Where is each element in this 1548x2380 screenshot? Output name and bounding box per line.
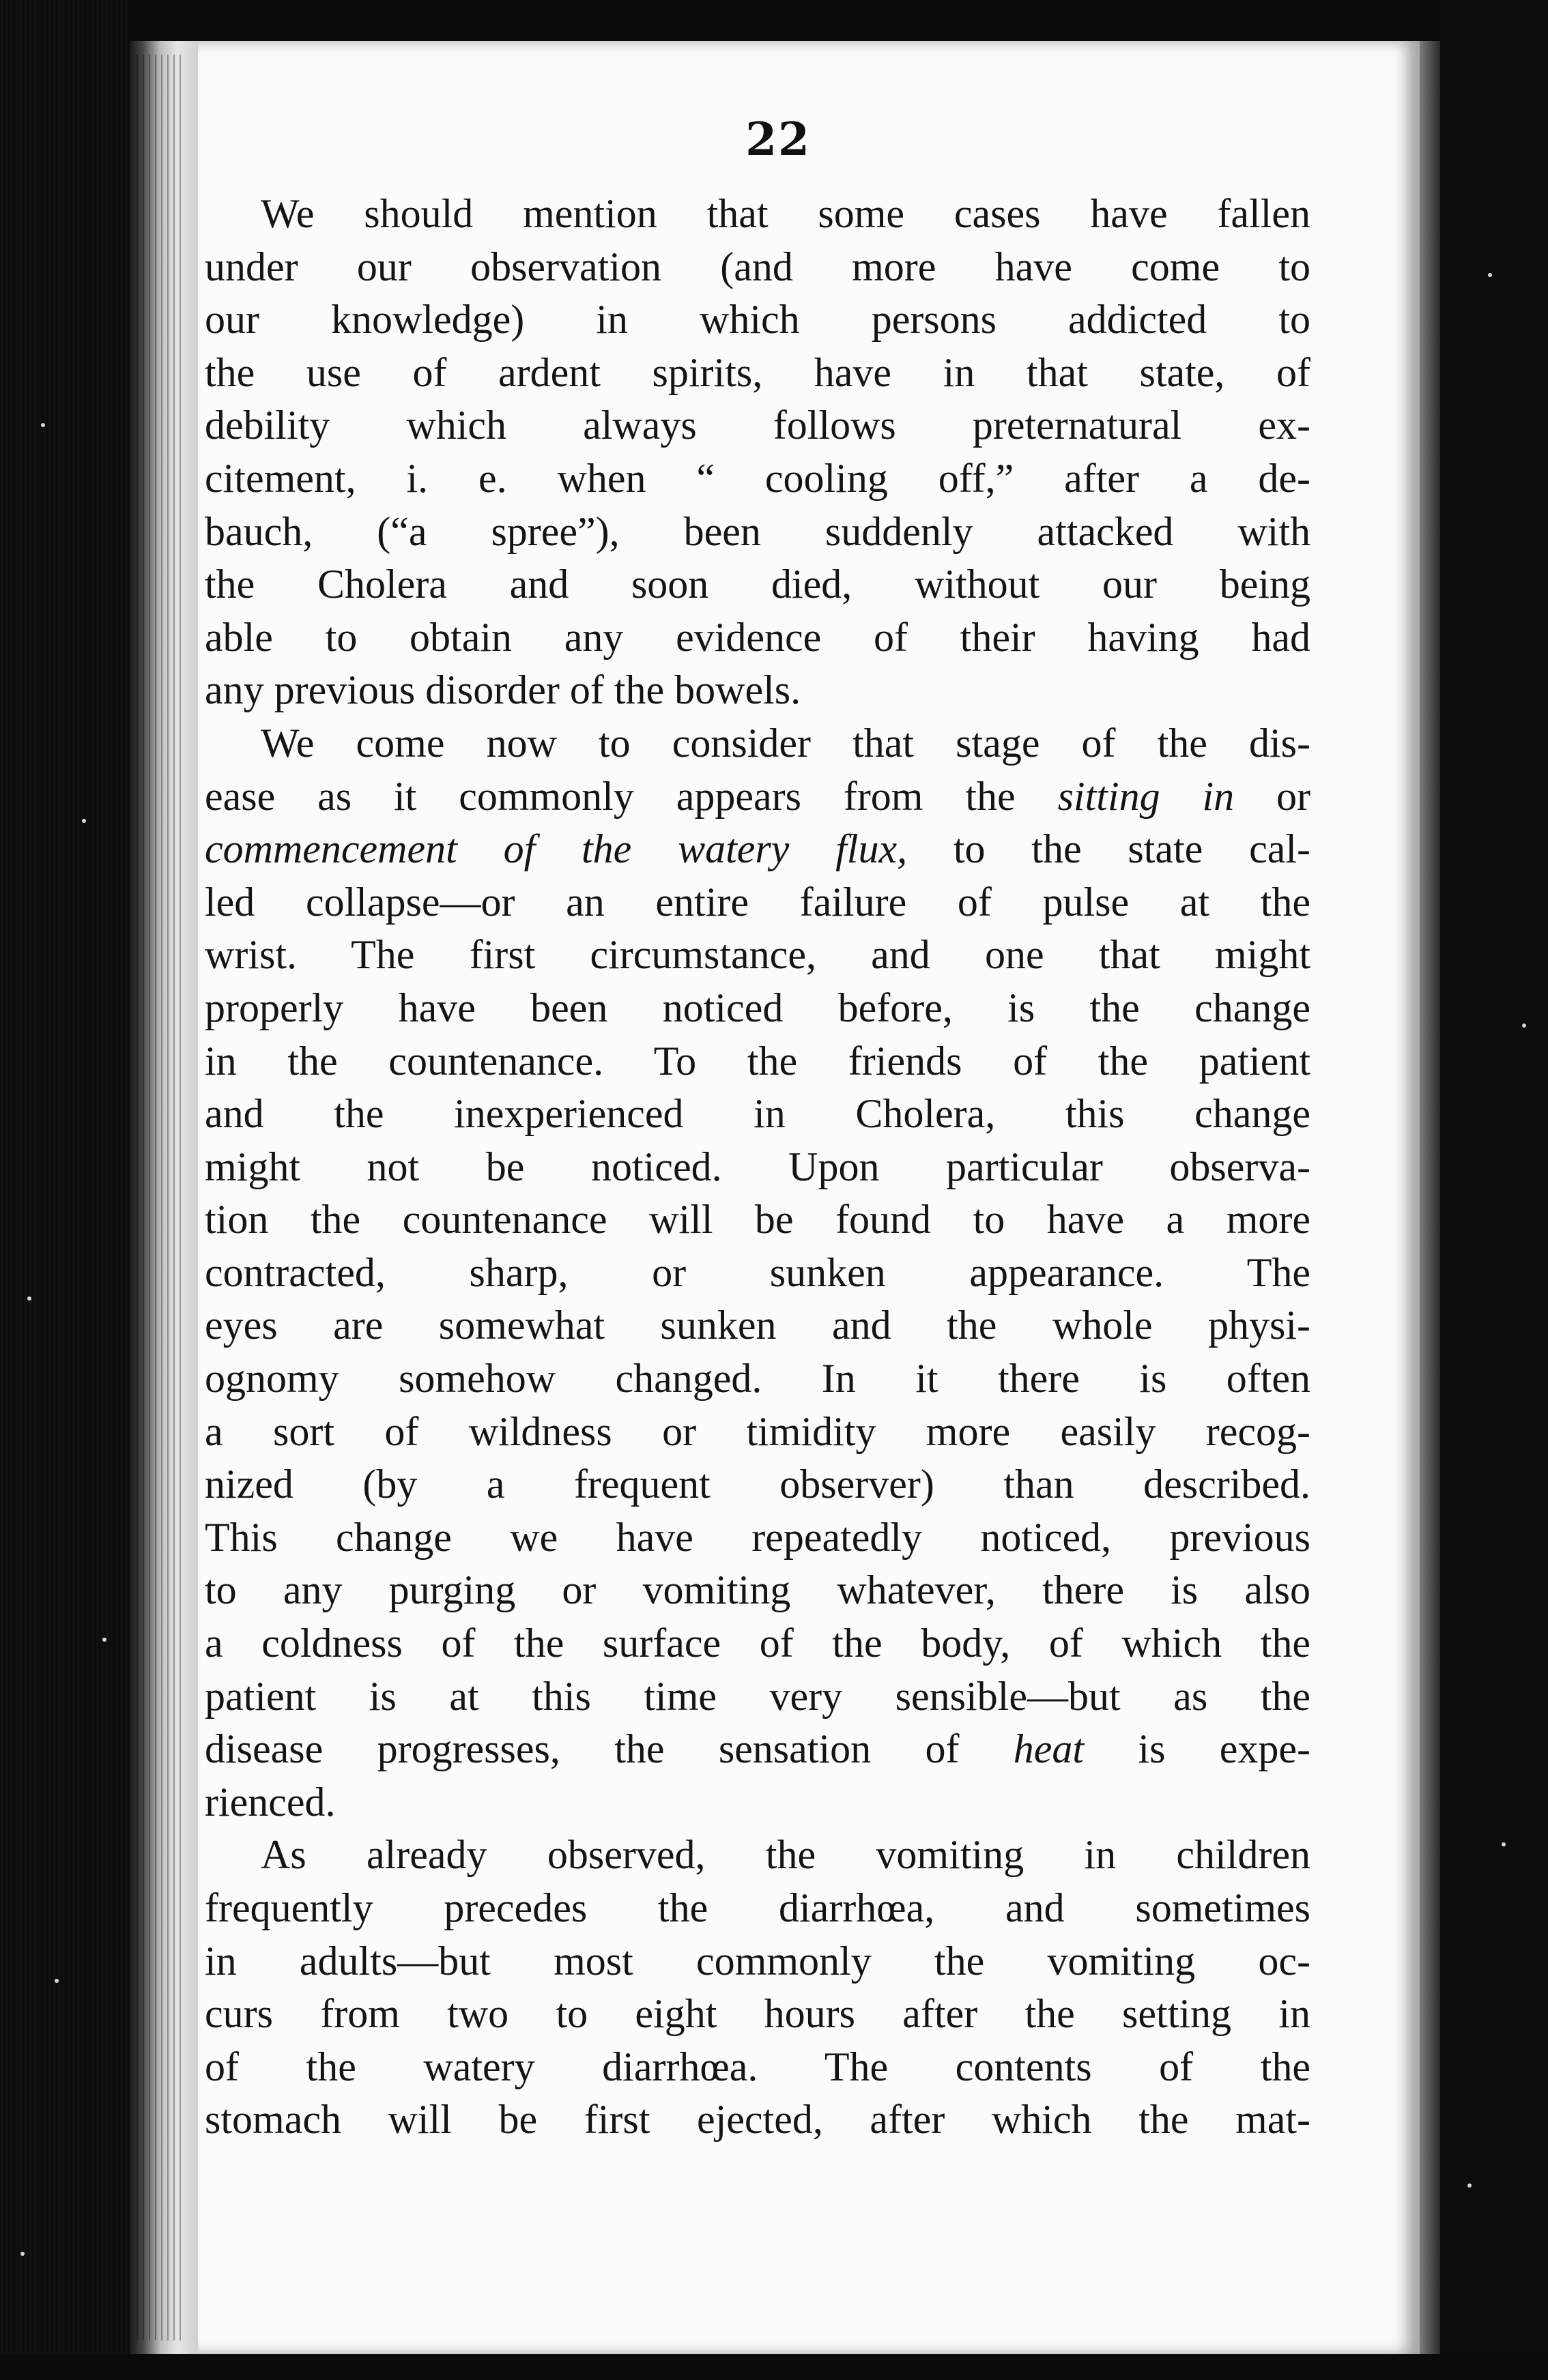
text-line: any previous disorder of the bowels. (205, 667, 801, 713)
text-line: under our observation (and more have come to (205, 244, 1310, 289)
text-line: of the watery diarrhœa. The contents of the (205, 2044, 1310, 2089)
body-text (205, 188, 1310, 2147)
paragraph (205, 717, 1310, 1829)
text-line: bauch, (“a spree”), been suddenly attacked with (205, 508, 1310, 554)
scan-dust (41, 423, 45, 427)
scan-right-border (1440, 0, 1548, 2380)
page-edge-shadow (1420, 41, 1440, 2354)
text-line: stomach will be first ejected, after which the mat- (205, 2097, 1310, 2143)
scan-dust (1488, 273, 1492, 277)
text-line: the Cholera and soon died, without our being (205, 562, 1310, 607)
text-line: rienced. (205, 1779, 336, 1825)
italic-text: commencement of the watery flux, (205, 826, 908, 872)
scan-left-border (0, 0, 130, 2380)
text-line: a sort of wildness or timidity more easily recog- (205, 1408, 1310, 1454)
text-line: We should mention that some cases have fallen (261, 191, 1310, 236)
scan-dust (82, 819, 86, 823)
scan-dust (1467, 2183, 1472, 2188)
text-line: able to obtain any evidence of their having had (205, 614, 1310, 660)
text-line: in the countenance. To the friends of the patient (205, 1038, 1310, 1084)
text-line: might not be noticed. Upon particular observa- (205, 1144, 1310, 1189)
italic-text: sitting in (1057, 773, 1235, 819)
text-line: led collapse—or an entire failure of pulse at the (205, 879, 1310, 925)
text-line: ease as it commonly appears from the sitting in or (205, 773, 1311, 819)
text-line: our knowledge) in which persons addicted to (205, 297, 1310, 343)
scan-dust (1502, 1842, 1506, 1846)
text-line: curs from two to eight hours after the setting in (205, 1991, 1310, 2037)
scan-dust (27, 1296, 31, 1301)
text-line: commencement of the watery flux, to the state cal- (205, 826, 1310, 872)
text-line: We come now to consider that stage of the dis- (261, 720, 1310, 766)
binding-texture (137, 55, 184, 2340)
text-line: debility which always follows preternatural ex- (205, 403, 1310, 448)
text-line: a coldness of the surface of the body, of which the (205, 1621, 1310, 1666)
text-line: wrist. The first circumstance, and one that might (205, 932, 1310, 978)
text-line: nized (by a frequent observer) than described. (205, 1462, 1310, 1507)
text-line: patient is at this time very sensible—but as the (205, 1673, 1310, 1719)
text-line: citement, i. e. when “ cooling off,” after a de- (205, 455, 1310, 501)
text-line: in adults—but most commonly the vomiting oc- (205, 1938, 1310, 1984)
text-line: and the inexperienced in Cholera, this change (205, 1091, 1310, 1137)
scan-top-border (0, 0, 1548, 41)
text-line: contracted, sharp, or sunken appearance. The (205, 1249, 1310, 1295)
text-line: tion the countenance will be found to have a more (205, 1197, 1310, 1243)
scan-bottom-border (0, 2354, 1548, 2380)
text-line: frequently precedes the diarrhœa, and sometimes (205, 1885, 1310, 1930)
paragraph (205, 1829, 1310, 2147)
text-line: This change we have repeatedly noticed, previous (205, 1514, 1310, 1560)
text-line: disease progresses, the sensation of heat is expe- (205, 1726, 1310, 1772)
scan-dust (20, 2252, 25, 2256)
italic-text: heat (1013, 1726, 1085, 1772)
page-number: 22 (745, 113, 811, 166)
text-line: properly have been noticed before, is the change (205, 985, 1310, 1030)
text-line: ognomy somehow changed. In it there is often (205, 1356, 1310, 1402)
text-line: As already observed, the vomiting in children (261, 1832, 1310, 1878)
text-line: eyes are somewhat sunken and the whole physi- (205, 1303, 1310, 1348)
scan-dust (55, 1979, 59, 1983)
paragraph (205, 188, 1310, 717)
scan-dust (1522, 1024, 1526, 1028)
text-line: to any purging or vomiting whatever, there is also (205, 1567, 1310, 1613)
text-line: the use of ardent spirits, have in that state, of (205, 349, 1310, 395)
scan-dust (102, 1638, 106, 1642)
